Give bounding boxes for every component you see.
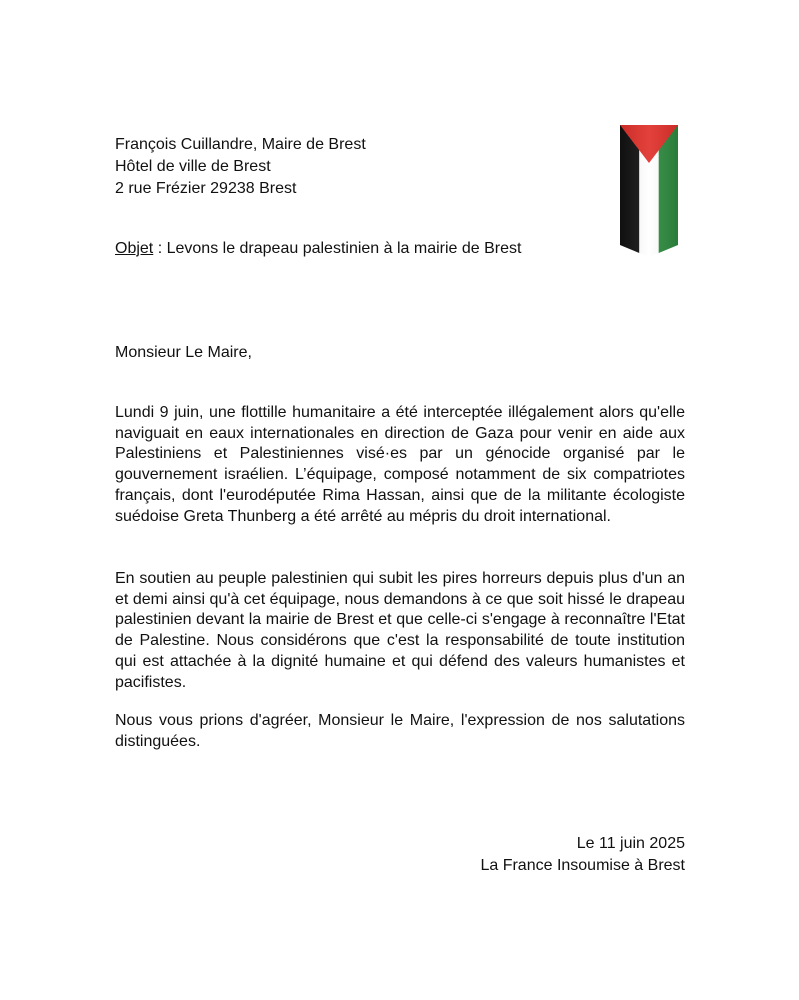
body-paragraph: En soutien au peuple palestinien qui subit les pires horreurs depuis plus d'un an et demi ainsi qu'à cet équipage, nous demandons à ce que soit hissé le drapeau palestinien devant la mairie de Brest et que celle-ci s'engage à reconnaître l'Etat de Palestine. Nous considérons que c'est la responsabilité de toute institution qui est attachée à la dignité humaine et qui défend des valeurs humanistes et pacifistes.: [115, 570, 685, 691]
signature-block: [480, 833, 685, 877]
body-paragraph: Lundi 9 juin, une flottille humanitaire a été interceptée illégalement alors qu'elle naviguait en eaux internationales en direction de Gaza pour venir en aide aux Palestiniens et Palestiniennes visé·es par un génocide organisé par le gouvernement israélien. L’équipage, composé notamment de six compatriotes français, dont l'eurodéputée Rima Hassan, ainsi que de la militante écologiste suédoise Greta Thunberg a été arrêté au mépris du droit international.: [115, 404, 685, 525]
subject-line: [115, 238, 521, 260]
recipient-name: François Cuillandre, Maire de Brest: [115, 136, 366, 153]
recipient-address-block: [115, 134, 366, 200]
subject-label: Objet: [115, 240, 154, 257]
palestinian-flag-icon: [620, 125, 678, 257]
sender-name: La France Insoumise à Brest: [480, 857, 685, 874]
subject-separator: :: [153, 240, 167, 257]
salutation: Monsieur Le Maire,: [115, 344, 252, 361]
subject-text: Levons le drapeau palestinien à la mairie de Brest: [166, 240, 522, 257]
recipient-address: 2 rue Frézier 29238 Brest: [115, 180, 297, 197]
closing-paragraph: Nous vous prions d'agréer, Monsieur le Maire, l'expression de nos salutations distinguées.: [115, 712, 685, 750]
recipient-building: Hôtel de ville de Brest: [115, 158, 271, 175]
letter-date: Le 11 juin 2025: [576, 835, 685, 852]
